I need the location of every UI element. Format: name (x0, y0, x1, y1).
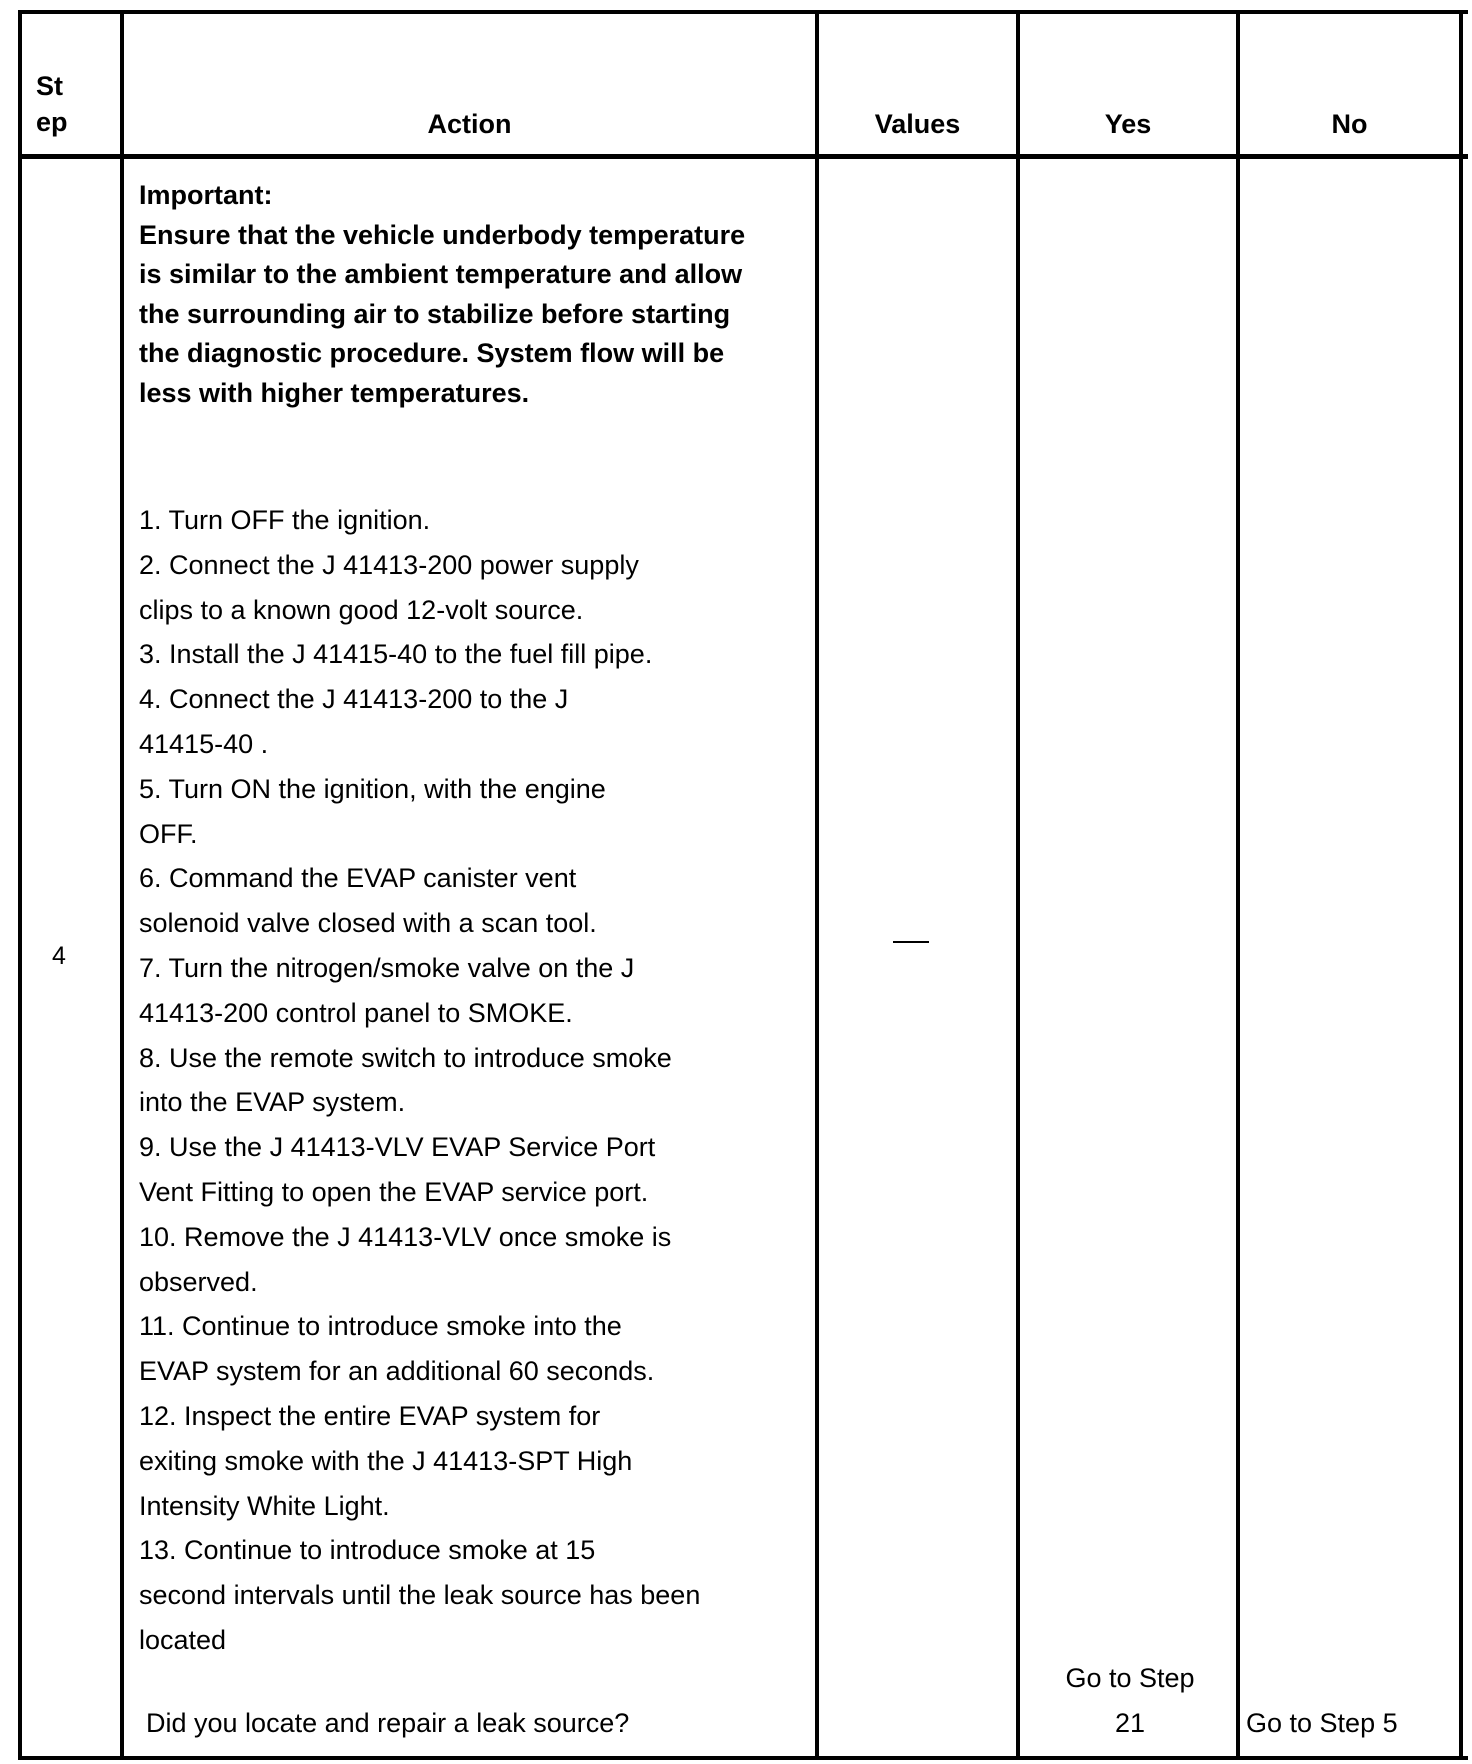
step-line: solenoid valve closed with a scan tool. (139, 908, 597, 939)
step-line: observed. (139, 1266, 258, 1297)
yes-outcome (1030, 1656, 1230, 1746)
step-line: EVAP system for an additional 60 seconds. (139, 1356, 655, 1387)
step-line: 6. Command the EVAP canister vent (139, 863, 577, 894)
step-line: 12. Inspect the entire EVAP system for (139, 1400, 601, 1431)
step-line: 8. Use the remote switch to introduce smoke (139, 1042, 672, 1073)
step-line: clips to a known good 12-volt source. (139, 594, 584, 625)
step-line: 3. Install the J 41415-40 to the fuel fill pipe. (139, 639, 653, 670)
step-line: 4. Connect the J 41413-200 to the J (139, 684, 569, 715)
step-line: 10. Remove the J 41413-VLV once smoke is (139, 1221, 672, 1252)
step-line: exiting smoke with the J 41413-SPT High (139, 1445, 633, 1476)
header-no: No (1331, 109, 1368, 139)
step-line: 5. Turn ON the ignition, with the engine (139, 773, 606, 804)
header-values: Values (874, 109, 961, 139)
step-line: Vent Fitting to open the EVAP service port. (139, 1176, 649, 1207)
important-line: Important: (139, 180, 273, 210)
no-outcome: Go to Step 5 (1246, 1708, 1398, 1738)
column-divider-step (120, 10, 124, 1760)
header-divider (18, 154, 1468, 159)
step-line: Intensity White Light. (139, 1490, 390, 1521)
important-note (139, 176, 829, 413)
column-divider-values (1016, 10, 1020, 1760)
step-line: located (139, 1624, 227, 1655)
step-line: 7. Turn the nitrogen/smoke valve on the J (139, 952, 635, 983)
table-border-right (1459, 10, 1463, 1760)
header-action: Action (427, 109, 512, 139)
step-line: OFF. (139, 818, 198, 849)
decision-question: Did you locate and repair a leak source? (146, 1708, 630, 1738)
step-line: 41415-40 . (139, 728, 269, 759)
table-border-left (18, 10, 22, 1760)
yes-outcome-line: Go to Step (1065, 1663, 1195, 1693)
step-line: 13. Continue to introduce smoke at 15 (139, 1535, 596, 1566)
step-line: 41413-200 control panel to SMOKE. (139, 997, 573, 1028)
header-yes: Yes (1104, 109, 1152, 139)
important-line: the diagnostic procedure. System flow will be (139, 338, 725, 368)
step-line: 1. Turn OFF the ignition. (139, 505, 431, 535)
important-line: is similar to the ambient temperature and allow (139, 259, 743, 289)
values-dash (893, 941, 929, 943)
step-number: 4 (52, 942, 66, 970)
important-line: the surrounding air to stabilize before starting (139, 298, 731, 329)
step-line: 2. Connect the J 41413-200 power supply (139, 549, 639, 580)
step-line: 9. Use the J 41413-VLV EVAP Service Port (139, 1132, 656, 1163)
table-border-bottom (18, 1756, 1468, 1760)
column-divider-yes (1236, 10, 1240, 1760)
table-border-top (18, 10, 1468, 14)
step-line: 11. Continue to introduce smoke into the (139, 1311, 622, 1342)
header-step: St ep (36, 71, 68, 137)
step-line: second intervals until the leak source has been (139, 1580, 701, 1611)
procedure-steps (139, 498, 829, 1663)
important-line: Ensure that the vehicle underbody temperature (139, 219, 746, 250)
step-line: into the EVAP system. (139, 1087, 406, 1118)
important-line: less with higher temperatures. (139, 377, 530, 408)
yes-outcome-step: 21 (1114, 1708, 1146, 1738)
